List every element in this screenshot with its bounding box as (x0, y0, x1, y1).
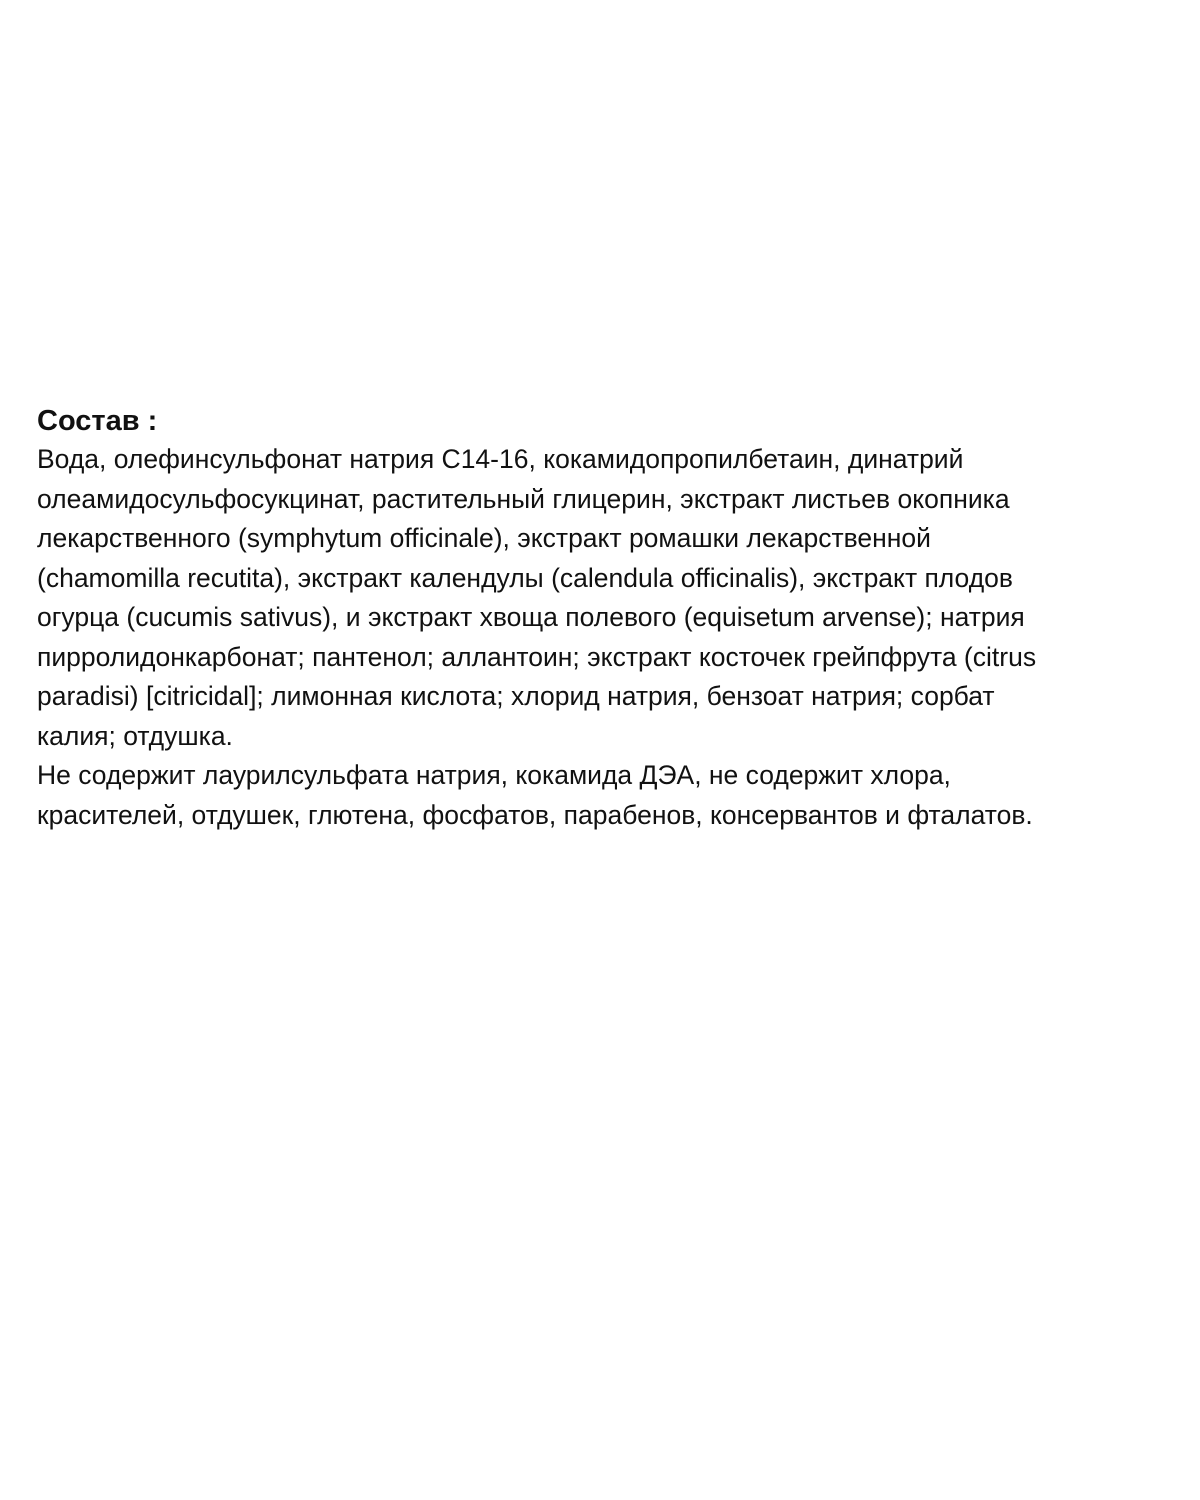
text-line-5: огурца (cucumis sativus), и экстракт хвоща полевого (equisetum arvense); натрия (37, 602, 1025, 632)
composition-section (37, 402, 1187, 835)
text-line-8: калия; отдушка. (37, 720, 233, 751)
text-line-1: Вода, олефинсульфонат натрия С14-16, кокамидопропилбетаин, динатрий (37, 444, 964, 474)
text-line-3: лекарственного (symphytum officinale), экстракт ромашки лекарственной (37, 523, 931, 553)
text-line-7: paradisi) [citricidal]; лимонная кислота; хлорид натрия, бензоат натрия; сорбат (37, 681, 995, 711)
text-line-9: Не содержит лаурилсульфата натрия, кокамида ДЭА, не содержит хлора, (37, 760, 951, 790)
composition-text (37, 440, 1187, 835)
text-line-4: (chamomilla recutita), экстракт календулы (calendula officinalis), экстракт плодов (37, 562, 1013, 593)
text-line-10: красителей, отдушек, глютена, фосфатов, парабенов, консервантов и фталатов. (37, 799, 1033, 830)
composition-title: Состав : (37, 405, 158, 437)
text-line-6: пирролидонкарбонат; пантенол; аллантоин; экстракт косточек грейпфрута (citrus (37, 641, 1037, 672)
text-line-2: олеамидосульфосукцинат, растительный глицерин, экстракт листьев окопника (37, 483, 1010, 514)
